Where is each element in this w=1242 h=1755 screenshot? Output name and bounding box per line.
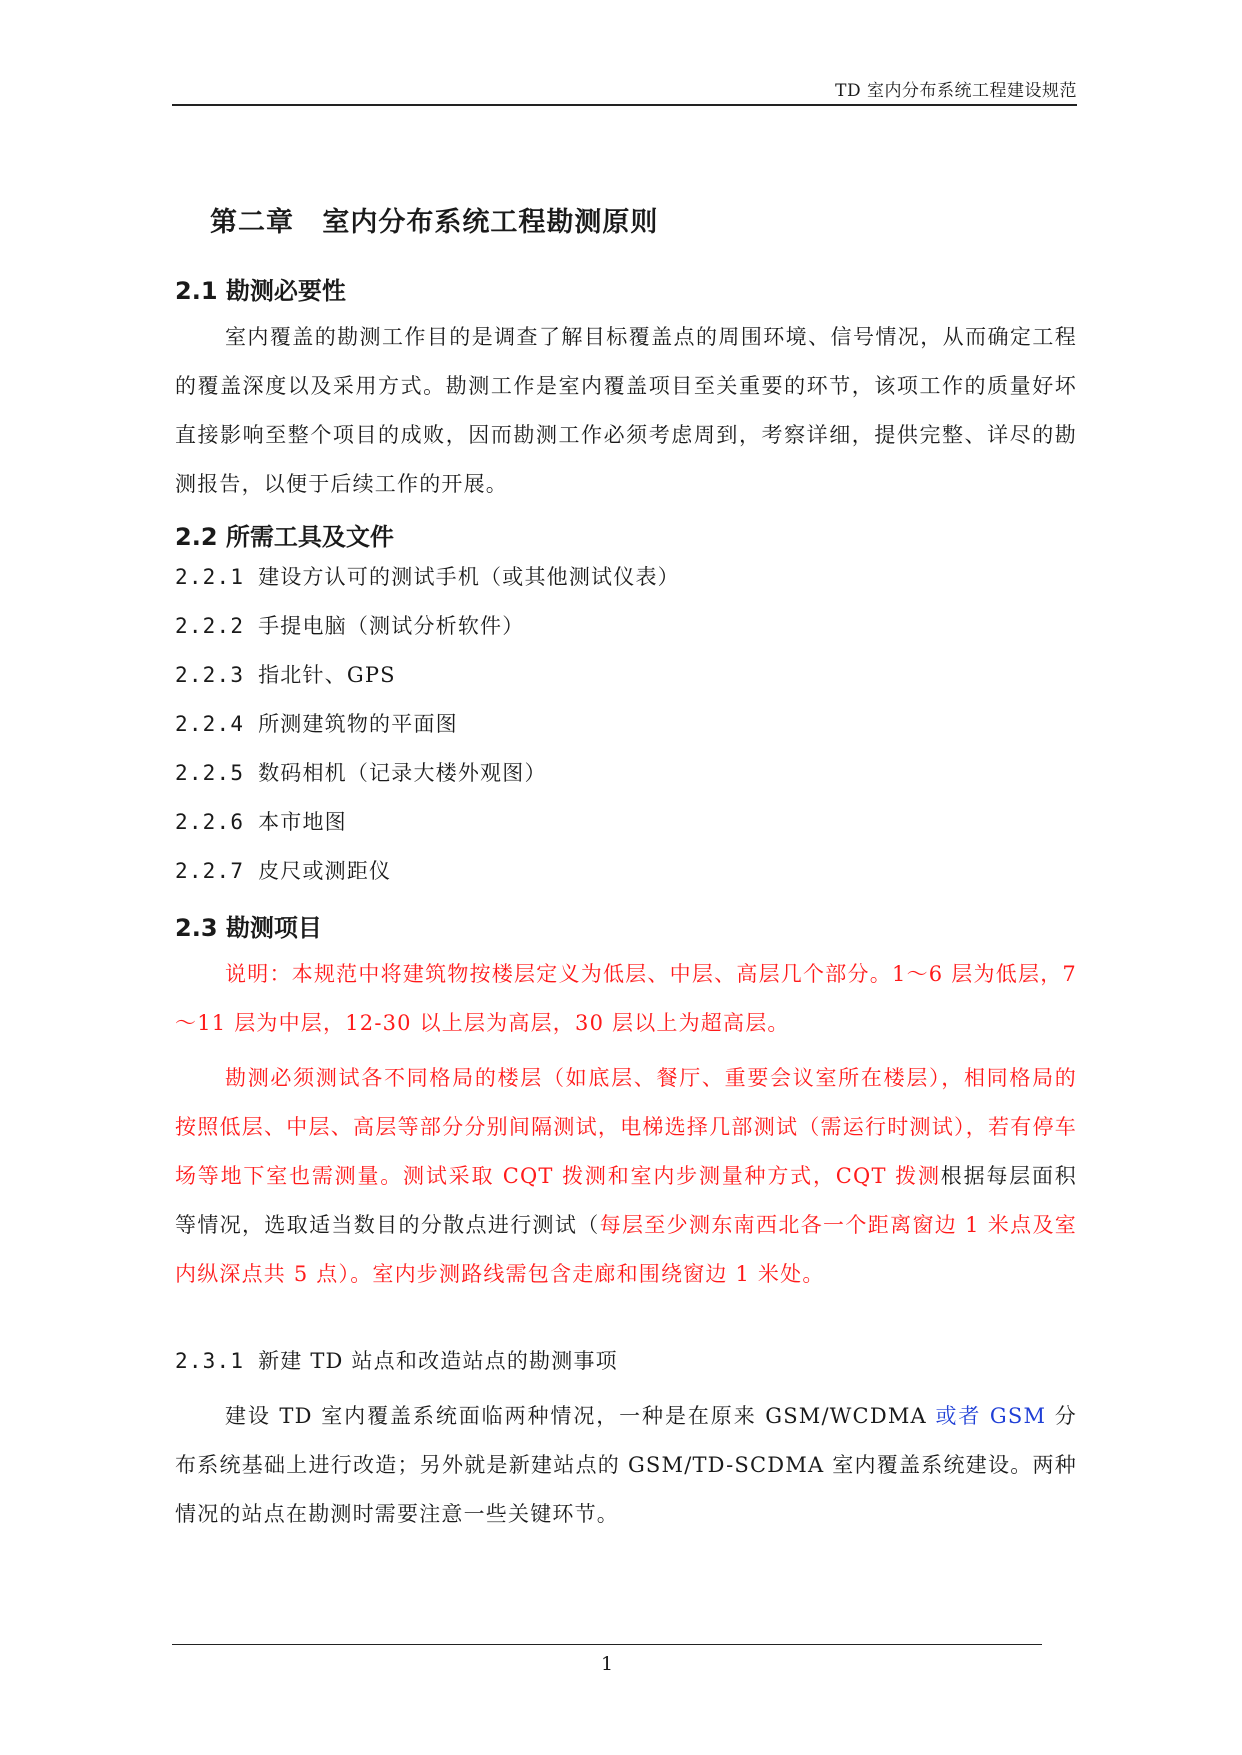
- list-item: [175, 798, 1077, 847]
- list-item: [175, 651, 1077, 700]
- page-number: 1: [600, 1653, 614, 1675]
- list-item: [175, 847, 1077, 896]
- item-number: 2.3.1: [175, 1349, 245, 1373]
- item-number: 2.2.2: [175, 614, 245, 638]
- subsection-2-3-1: [175, 1337, 1077, 1386]
- list-item: [175, 749, 1077, 798]
- td-paragraph: [175, 1392, 1077, 1539]
- list-item: [175, 700, 1077, 749]
- item-text: 所测建筑物的平面图: [258, 712, 458, 736]
- section-title-2-3: 2.3 勘测项目: [175, 914, 322, 942]
- section-title-2-2: 2.2 所需工具及文件: [175, 523, 394, 551]
- td-text-b: 分布系统基础上进行改造；另外就是新建站点的 GSM/TD-SCDMA 室内覆盖系统建设。两种情况的站点在勘测时需要注意一些关键环节。: [175, 1404, 1077, 1526]
- item-text: 建设方认可的测试手机（或其他测试仪表）: [258, 565, 680, 589]
- item-text: 新建 TD 站点和改造站点的勘测事项: [258, 1349, 618, 1373]
- page-footer: [172, 1644, 1042, 1675]
- item-number: 2.2.6: [175, 810, 245, 834]
- td-text-a: 建设 TD 室内覆盖系统面临两种情况，一种是在原来 GSM/WCDMA: [225, 1404, 936, 1428]
- section-2-1-paragraph: 室内覆盖的勘测工作目的是调查了解目标覆盖点的周围环境、信号情况，从而确定工程的覆盖深度以及采用方式。勘测工作是室内覆盖项目至关重要的环节，该项工作的质量好坏直接影响至整个项目的成败，因而勘测工作必须考虑周到，考察详细，提供完整、详尽的勘测报告，以便于后续工作的开展。: [175, 325, 1077, 496]
- item-text: 本市地图: [258, 810, 347, 834]
- item-text: 手提电脑（测试分析软件）: [258, 614, 525, 638]
- survey-black-text: 根据每层面积等情况，选取适当数目的分散点进行测试（: [175, 1164, 1077, 1237]
- item-number: 2.2.4: [175, 712, 245, 736]
- list-item: [175, 553, 1077, 602]
- document-body: [175, 150, 1077, 1539]
- item-number: 2.2.7: [175, 859, 245, 883]
- survey-red-text-a: 勘测必须测试各不同格局的楼层（如底层、餐厅、重要会议室所在楼层），相同格局的按照低层、中层、高层等部分分别间隔测试，电梯选择几部测试（需运行时测试），若有停车场等地下室也需测量。测试采取 CQT 拨测和室内步测量种方式，CQT 拨测: [175, 1066, 1077, 1188]
- td-blue-text: 或者 GSM: [935, 1404, 1047, 1428]
- section-title-2-1: 2.1 勘测必要性: [175, 277, 346, 305]
- survey-red-text-b: 每层至少测东南西北各一个距离窗边 1 米点及室内纵深点共 5 点）。室内步测路线需包含走廊和围绕窗边 1 米处。: [175, 1213, 1077, 1286]
- item-text: 指北针、GPS: [258, 663, 396, 687]
- note-paragraph: 说明：本规范中将建筑物按楼层定义为低层、中层、高层几个部分。1～6 层为低层，7～11 层为中层，12-30 以上层为高层，30 层以上为超高层。: [175, 962, 1077, 1035]
- tools-list: [175, 553, 1077, 896]
- item-number: 2.2.3: [175, 663, 245, 687]
- list-item: [175, 602, 1077, 651]
- item-number: 2.2.5: [175, 761, 245, 785]
- survey-paragraph: [175, 1054, 1077, 1299]
- item-number: 2.2.1: [175, 565, 245, 589]
- header-title: TD 室内分布系统工程建设规范: [835, 81, 1077, 101]
- item-text: 数码相机（记录大楼外观图）: [258, 761, 547, 785]
- page-header: [172, 72, 1077, 106]
- spacer: [175, 1299, 1077, 1337]
- chapter-title: 第二章 室内分布系统工程勘测原则: [210, 207, 659, 238]
- item-text: 皮尺或测距仪: [258, 859, 392, 883]
